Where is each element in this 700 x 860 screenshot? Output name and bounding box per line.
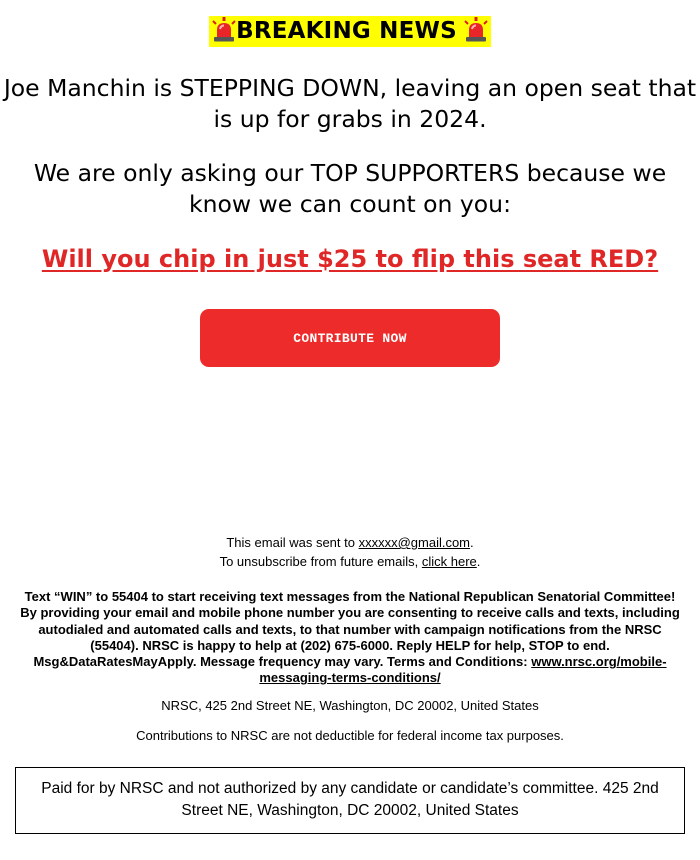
sent-to-suffix: . <box>470 535 474 550</box>
sms-disclaimer-text: Text “WIN” to 55404 to start receiving text messages from the National Republican Senatorial Committee! By providing your email and mobile phone number you are consenting to receive calls and texts, including autodialed and automated calls and texts, to that number with campaign notifications from the NRSC (55404). NRSC is happy to help at (202) 675-6000. Reply HELP for help, STOP to end. Msg&DataRatesMayApply. Message frequency may vary. Terms and Conditions: <box>20 589 680 670</box>
tax-deductibility-note: Contributions to NRSC are not deductible for federal income tax purposes. <box>136 728 564 743</box>
unsubscribe-prefix: To unsubscribe from future emails, <box>219 554 422 569</box>
unsubscribe-link[interactable]: click here <box>421 554 477 569</box>
paid-for-text: Paid for by NRSC and not authorized by any candidate or candidate’s committee. 425 2nd Street NE, Washington, DC 20002, United States <box>41 780 659 819</box>
paid-for-disclaimer-box <box>15 767 685 834</box>
breaking-news-headline <box>209 16 491 47</box>
supporters-paragraph: We are only asking our TOP SUPPORTERS because we know we can count on you: <box>33 159 667 218</box>
police-siren-icon <box>212 17 236 42</box>
terms-conditions-link[interactable]: www.nrsc.org/mobile-messaging-terms-conditions/ <box>259 654 667 686</box>
announcement-paragraph: Joe Manchin is STEPPING DOWN, leaving an open seat that is up for grabs in 2024. <box>3 74 697 133</box>
sent-to-prefix: This email was sent to <box>226 535 359 550</box>
headline-text: BREAKING NEWS <box>236 18 457 44</box>
unsubscribe-suffix: . <box>476 554 481 569</box>
sms-disclaimer <box>15 589 685 687</box>
headline-banner <box>0 16 700 47</box>
contribute-now-button[interactable]: CONTRIBUTE NOW <box>200 309 500 367</box>
sent-to-line <box>0 534 700 552</box>
recipient-email-link[interactable]: xxxxxx@gmail.com <box>358 535 471 550</box>
unsubscribe-line <box>0 553 700 571</box>
police-siren-icon <box>464 17 488 42</box>
donation-ask-link[interactable]: Will you chip in just $25 to flip this seat RED? <box>41 245 659 273</box>
mailing-address: NRSC, 425 2nd Street NE, Washington, DC 20002, United States <box>161 698 539 713</box>
